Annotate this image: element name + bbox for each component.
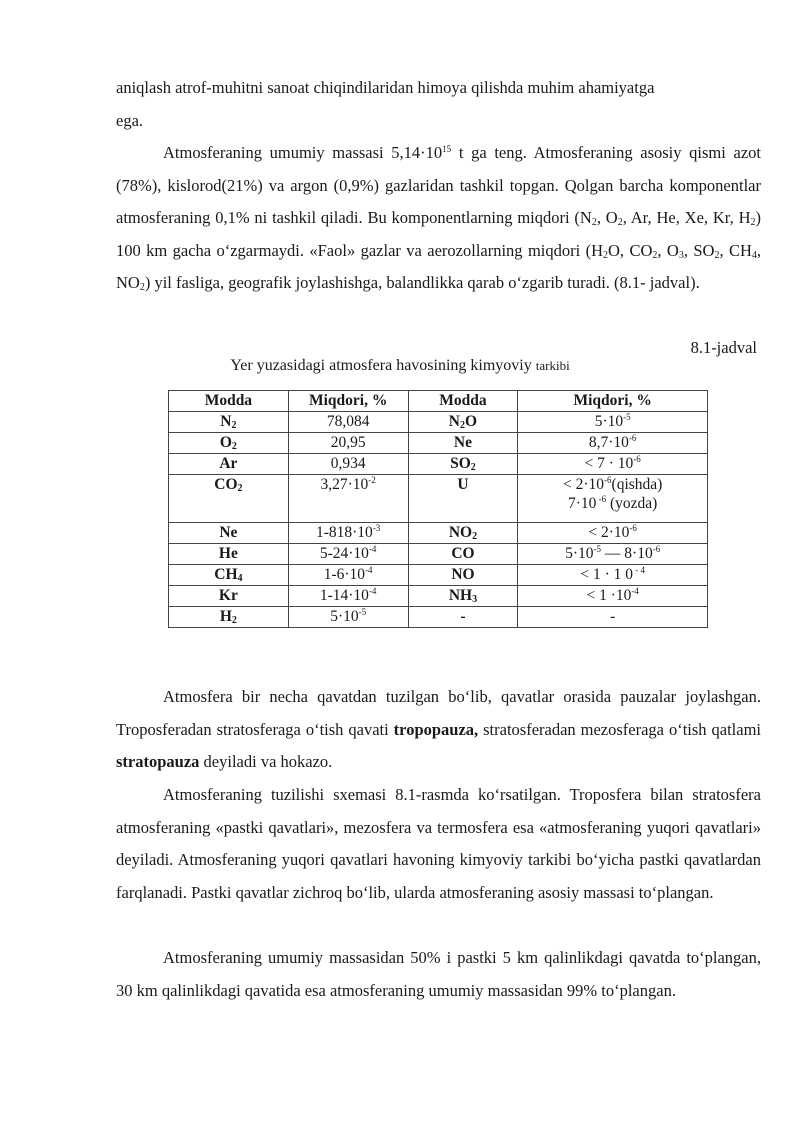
layers-text: deyiladi va hokazo. bbox=[199, 752, 333, 771]
substance-formula: NO bbox=[448, 524, 473, 541]
amount-cell bbox=[518, 565, 708, 586]
subscript: 4 bbox=[237, 573, 243, 584]
amount-value: 5·10 bbox=[594, 413, 624, 430]
amount-cell bbox=[288, 433, 408, 454]
exponent: -3 bbox=[372, 523, 381, 533]
exponent: -6 bbox=[596, 494, 607, 504]
amount-cell bbox=[518, 433, 708, 454]
mass-text: , CH bbox=[719, 240, 752, 260]
exponent: -5 bbox=[623, 412, 631, 422]
amount-value: < 1 · 1 0 bbox=[580, 566, 633, 583]
table-row bbox=[169, 523, 708, 544]
amount-value: < 2·10 bbox=[588, 524, 630, 541]
amount-cell bbox=[518, 454, 708, 475]
amount-value: 1-14·10 bbox=[319, 587, 369, 604]
subscript: 3 bbox=[678, 249, 684, 261]
substance-cell bbox=[169, 607, 289, 628]
subscript: 2 bbox=[591, 217, 597, 228]
mass-text: ) yil fasliga, geografik joylashishga, balandlikka qarab o‘zgarib turadi. (8.1- jadval). bbox=[144, 273, 700, 292]
amount-value: < 2·10 bbox=[563, 476, 605, 493]
substance-formula: H bbox=[219, 608, 232, 625]
amount-value: 0,934 bbox=[330, 455, 366, 472]
amount-cell bbox=[518, 607, 708, 628]
composition-table bbox=[168, 390, 708, 628]
amount-value: — 8·10 bbox=[601, 545, 653, 562]
substance-cell bbox=[169, 454, 289, 475]
substance-cell bbox=[169, 433, 289, 454]
exponent: -4 bbox=[365, 565, 373, 575]
amount-cell bbox=[288, 607, 408, 628]
substance-formula: NO bbox=[451, 566, 475, 583]
amount-cell bbox=[518, 523, 708, 544]
table-row bbox=[169, 586, 708, 607]
table-row bbox=[169, 607, 708, 628]
exponent: -2 bbox=[368, 475, 376, 485]
amount-value: 3,27·10 bbox=[320, 476, 369, 493]
amount-cell bbox=[288, 475, 408, 523]
substance-formula: CO bbox=[214, 476, 238, 493]
substance-cell bbox=[169, 475, 289, 523]
substance-formula: Ne bbox=[219, 524, 238, 541]
amount-value: 5·10 bbox=[565, 545, 594, 562]
exponent: -6 bbox=[629, 523, 637, 533]
subscript: 2 bbox=[470, 462, 476, 473]
amount-cell bbox=[288, 586, 408, 607]
amount-cell bbox=[288, 454, 408, 475]
layers-text: Atmosfera bir necha qavatdan tuzilgan bo‘lib, qavatlar orasida pauzalar joylashgan. Troposferadan stratosferaga o‘tish qavati bbox=[116, 687, 761, 739]
subscript: 2 bbox=[237, 483, 243, 494]
structure-paragraph bbox=[116, 779, 761, 909]
subscript: 2 bbox=[714, 249, 720, 261]
substance-cell bbox=[408, 475, 518, 523]
mass-text: , O bbox=[657, 240, 679, 260]
amount-value: < 7 · 10 bbox=[584, 455, 634, 472]
mass-paragraph bbox=[116, 137, 761, 300]
amount-cell bbox=[288, 544, 408, 565]
intro-line-2: ega. bbox=[116, 110, 144, 130]
substance-cell bbox=[408, 586, 518, 607]
table-row bbox=[169, 565, 708, 586]
exponent: -4 bbox=[368, 586, 377, 596]
header-amount: Miqdori, % bbox=[288, 391, 408, 412]
table-row bbox=[169, 433, 708, 454]
subscript: 2 bbox=[231, 420, 237, 431]
amount-value: 1-6·10 bbox=[323, 566, 366, 583]
amount-value: - bbox=[610, 608, 616, 625]
amount-value: 1-818·10 bbox=[315, 524, 373, 541]
amount-cell bbox=[288, 523, 408, 544]
table-title-small: tarkibi bbox=[535, 358, 570, 373]
subscript: 2 bbox=[472, 531, 478, 542]
mass-text: , Ar, He, Xe, Kr, H bbox=[622, 208, 751, 227]
amount-cell bbox=[518, 544, 708, 565]
substance-cell bbox=[408, 523, 518, 544]
substance-cell bbox=[408, 454, 518, 475]
table-row bbox=[169, 475, 708, 523]
mass-text: O, CO bbox=[608, 240, 653, 260]
substance-formula: - bbox=[460, 608, 466, 625]
term-tropopauza: tropopauza, bbox=[393, 719, 479, 739]
amount-cell bbox=[518, 586, 708, 607]
substance-cell bbox=[408, 607, 518, 628]
subscript: 2 bbox=[603, 249, 609, 261]
header-substance: Modda bbox=[169, 391, 289, 412]
exponent: -4 bbox=[368, 544, 377, 554]
mass-text: , O bbox=[596, 208, 618, 227]
substance-formula: CH bbox=[214, 566, 238, 583]
amount-cell bbox=[288, 565, 408, 586]
exponent: -6 bbox=[604, 475, 612, 485]
amount-value: 78,084 bbox=[326, 413, 370, 430]
term-stratopauza: stratopauza bbox=[116, 752, 200, 771]
mass-exponent: 15 bbox=[442, 144, 452, 154]
amount-value: (qishda) bbox=[611, 476, 663, 493]
substance-cell bbox=[408, 544, 518, 565]
substance-cell bbox=[169, 565, 289, 586]
subscript: 2 bbox=[231, 615, 237, 626]
mass-text: , SO bbox=[683, 240, 715, 260]
mass-text: Atmosferaning umumiy massasi 5,14·10 bbox=[163, 143, 443, 162]
amount-cell bbox=[288, 412, 408, 433]
substance-formula: He bbox=[218, 545, 238, 562]
subscript: 3 bbox=[472, 594, 478, 605]
substance-cell bbox=[169, 586, 289, 607]
substance-cell bbox=[408, 433, 518, 454]
amount-value: 5-24·10 bbox=[319, 545, 369, 562]
subscript: 4 bbox=[751, 249, 757, 261]
subscript: 2 bbox=[652, 249, 658, 261]
table-title-text: Yer yuzasidagi atmosfera havosining kimyoviy bbox=[230, 357, 532, 374]
exponent: -5 bbox=[593, 544, 602, 554]
table-label: 8.1-jadval bbox=[690, 338, 757, 357]
percent-paragraph bbox=[116, 942, 761, 1007]
substance-formula: SO bbox=[450, 455, 471, 472]
substance-formula: Ar bbox=[219, 455, 238, 472]
substance-cell bbox=[169, 523, 289, 544]
substance-formula: N bbox=[220, 413, 232, 430]
substance-formula: CO bbox=[451, 545, 475, 562]
mass-text: t ga teng. Atmosferaning asosiy qismi azot (78%), kislorod(21%) va argon (0,9%) gazlaridan tashkil topgan. Qolgan barcha komponentlar atmosferaning 0,1% ni tashkil qiladi. Bu komponentlarning miqdori (N bbox=[116, 143, 761, 227]
substance-cell bbox=[408, 565, 518, 586]
table-title bbox=[0, 357, 800, 375]
substance-formula: N bbox=[448, 413, 460, 430]
exponent: - 4 bbox=[632, 565, 645, 575]
substance-cell bbox=[169, 412, 289, 433]
substance-formula: Kr bbox=[218, 587, 238, 604]
intro-paragraph bbox=[116, 72, 761, 137]
amount-cell bbox=[518, 475, 708, 523]
substance-cell bbox=[408, 412, 518, 433]
mass-text: ) 100 km gacha o‘zgarmaydi. «Faol» gazlar va aerozollarning miqdori (H bbox=[116, 208, 761, 260]
substance-formula: O bbox=[465, 413, 478, 430]
header-substance: Modda bbox=[408, 391, 518, 412]
subscript: 2 bbox=[617, 217, 623, 228]
table-header-row bbox=[169, 391, 708, 412]
amount-value: (yozda) bbox=[606, 495, 658, 512]
subscript: 2 bbox=[231, 441, 237, 452]
substance-formula: O bbox=[219, 434, 232, 451]
mass-text: , NO bbox=[116, 240, 762, 292]
subscript: 2 bbox=[750, 217, 756, 228]
intro-line-1: aniqlash atrof-muhitni sanoat chiqindilaridan himoya qilishda muhim ahamiyatga bbox=[116, 78, 655, 97]
amount-value: < 1 ·10 bbox=[586, 587, 632, 604]
exponent: -4 bbox=[631, 586, 639, 596]
table-row bbox=[169, 412, 708, 433]
substance-formula: Ne bbox=[453, 434, 472, 451]
substance-cell bbox=[169, 544, 289, 565]
exponent: -6 bbox=[633, 454, 641, 464]
substance-formula: NH bbox=[448, 587, 473, 604]
structure-text: Atmosferaning tuzilishi sxemasi 8.1-rasmda ko‘rsatilgan. Troposfera bilan stratosfera atmosferaning «pastki qavatlari», mezosfera va termosfera esa «atmosferaning yuqori qavatlari» deyiladi. Atmosferaning yuqori qavatlari havoning kimyoviy tarkibi bo‘yicha pastki qavatlardan farqlanadi. Pastki qavatlar zichroq bo‘lib, ularda atmosferaning asosiy massasi to‘plangan. bbox=[116, 785, 761, 902]
substance-formula: U bbox=[457, 476, 469, 493]
table-row bbox=[169, 544, 708, 565]
table-row bbox=[169, 454, 708, 475]
exponent: -6 bbox=[628, 433, 637, 443]
amount-cell bbox=[518, 412, 708, 433]
header-amount: Miqdori, % bbox=[518, 391, 708, 412]
exponent: -5 bbox=[358, 607, 367, 617]
exponent: -6 bbox=[652, 544, 661, 554]
amount-value: 20,95 bbox=[330, 434, 366, 451]
percent-text: Atmosferaning umumiy massasidan 50% i pastki 5 km qalinlikdagi qavatda to‘plangan, 30 km qalinlikdagi qavatida esa atmosferaning umumiy massasidan 99% to‘plangan. bbox=[116, 948, 761, 1000]
subscript: 2 bbox=[139, 282, 145, 293]
layers-text: stratosferadan mezosferaga o‘tish qatlami bbox=[478, 719, 761, 739]
subscript: 2 bbox=[460, 420, 465, 431]
layers-paragraph bbox=[116, 681, 761, 779]
amount-value: 5·10 bbox=[330, 608, 359, 625]
amount-value: 7·10 bbox=[567, 495, 597, 512]
amount-value: 8,7·10 bbox=[588, 434, 629, 451]
